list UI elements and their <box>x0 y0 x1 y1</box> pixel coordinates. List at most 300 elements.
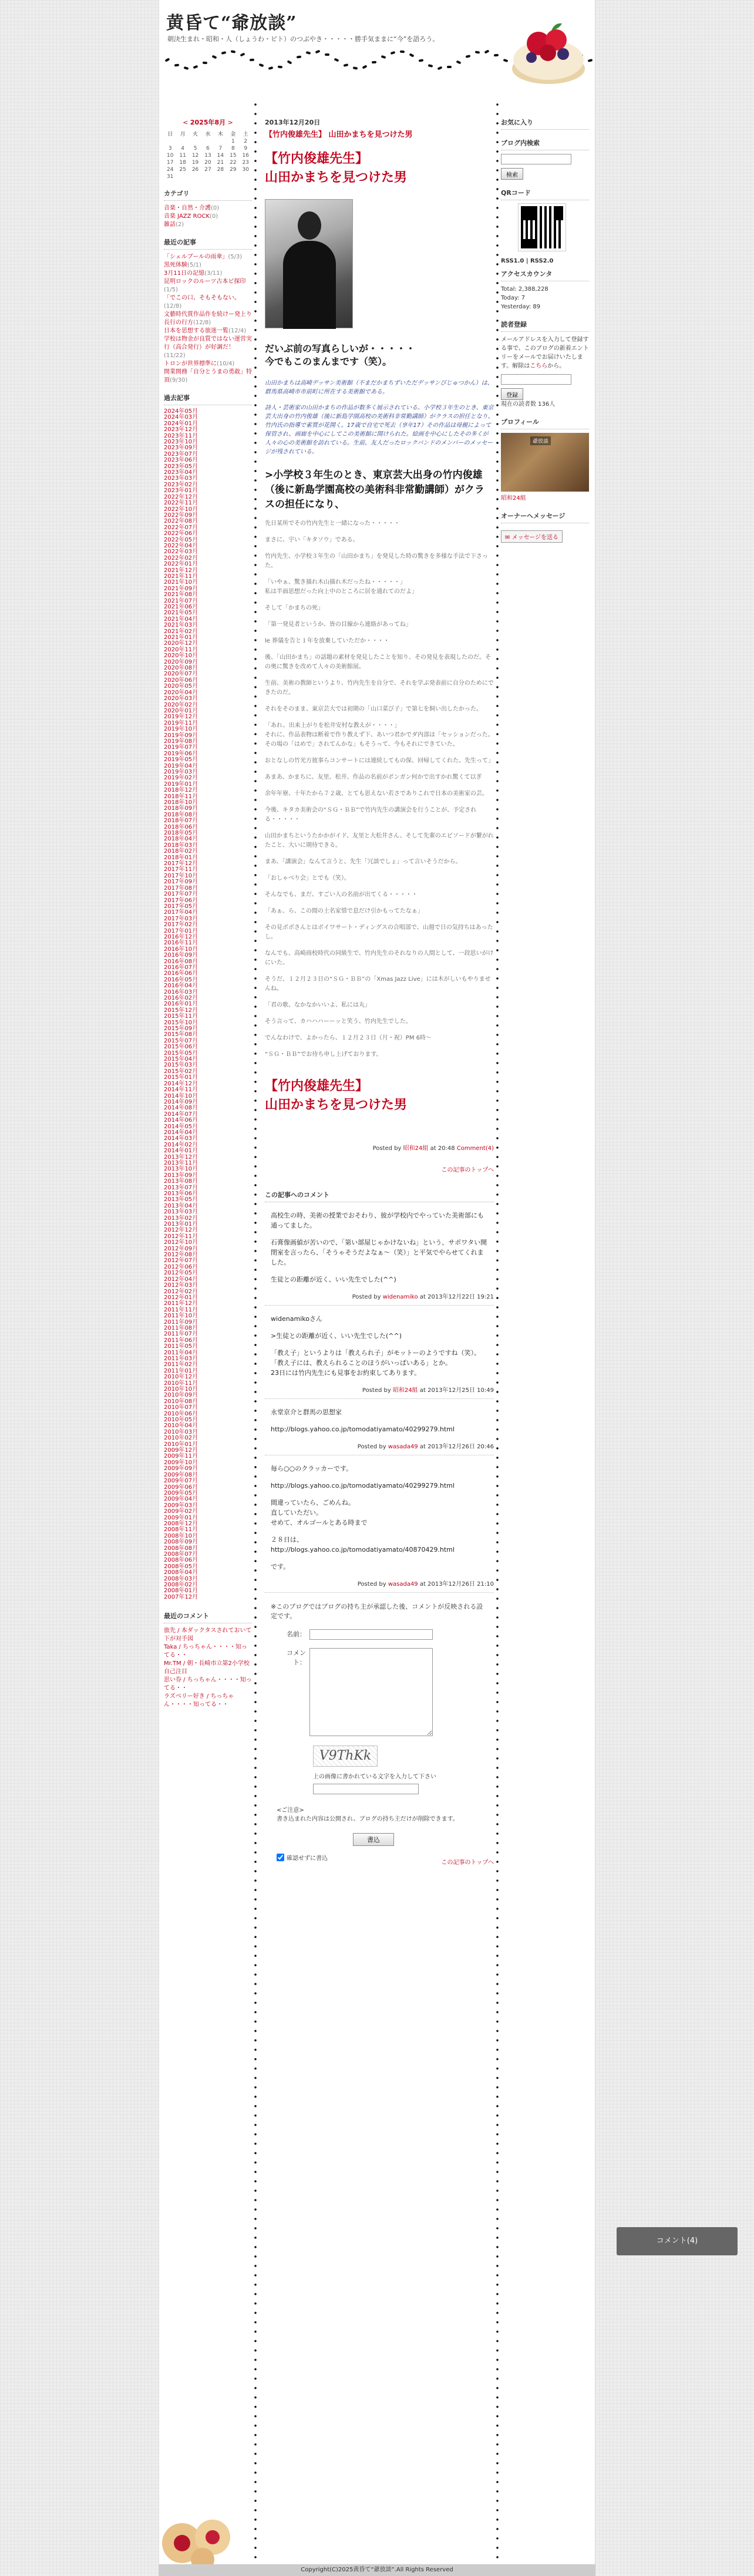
archive-link[interactable]: 2018年10月 <box>164 799 198 806</box>
comment-body <box>265 1210 494 1284</box>
archive-link[interactable]: 2023年02月 <box>164 481 198 488</box>
reader-register-button[interactable]: 登録 <box>501 388 523 400</box>
archive-link[interactable]: 2016年12月 <box>164 933 198 940</box>
ant-decoration <box>428 64 433 68</box>
name-input[interactable] <box>309 1629 433 1640</box>
archive-link[interactable]: 2022年07月 <box>164 524 198 531</box>
archive-link[interactable]: 2023年05月 <box>164 463 198 470</box>
archive-link[interactable]: 2011年07月 <box>164 1331 198 1338</box>
comment-posted-by-label: Posted by <box>362 1387 391 1394</box>
recent-entry-link[interactable]: トロンが世界標準に <box>164 361 217 367</box>
archive-link[interactable]: 2010年06月 <box>164 1410 198 1417</box>
calendar-day[interactable]: 4 <box>181 146 184 152</box>
comment-author-link[interactable]: wasada49 <box>388 1444 418 1450</box>
recent-entry-date: (10/4) <box>217 361 235 367</box>
recent-entry-item <box>164 270 252 278</box>
archive-link[interactable]: 2023年09月 <box>164 445 198 452</box>
calendar-day[interactable]: 16 <box>242 153 249 159</box>
archive-link[interactable]: 2022年11月 <box>164 500 198 507</box>
archive-link[interactable]: 2008年01月 <box>164 1588 198 1595</box>
archive-link[interactable]: 2012年01月 <box>164 1294 198 1301</box>
archive-link[interactable]: 2019年01月 <box>164 781 198 788</box>
archive-link[interactable]: 2017年05月 <box>164 903 198 910</box>
archive-link[interactable]: 2017年08月 <box>164 885 198 892</box>
archive-link[interactable]: 2019年05月 <box>164 756 198 764</box>
archive-link[interactable]: 2022年01月 <box>164 561 198 568</box>
calendar-day[interactable]: 28 <box>217 167 224 173</box>
archive-link[interactable]: 2016年02月 <box>164 995 198 1001</box>
category-link[interactable]: 音楽・自然・介護 <box>164 205 211 211</box>
archive-link[interactable]: 2011年12月 <box>164 1300 198 1307</box>
recent-entry-link[interactable]: 「でこの口、そもそもない。 <box>164 295 240 301</box>
archive-link[interactable]: 2014年01月 <box>164 1148 198 1155</box>
recent-entry-link[interactable]: 3月11日の記憶 <box>164 270 205 277</box>
archive-link[interactable]: 2010年03月 <box>164 1428 198 1435</box>
entry-body <box>265 519 494 1060</box>
archive-link[interactable]: 2017年10月 <box>164 872 198 879</box>
archive-link[interactable]: 2020年02月 <box>164 701 198 708</box>
archive-link[interactable]: 2016年10月 <box>164 946 198 953</box>
calendar-day[interactable]: 29 <box>230 167 237 173</box>
archive-link[interactable]: 2018年02月 <box>164 848 198 855</box>
archive-link[interactable]: 2019年06月 <box>164 750 198 757</box>
calendar-day[interactable]: 22 <box>230 160 237 166</box>
archive-link[interactable]: 2019年11月 <box>164 719 198 727</box>
archive-link[interactable]: 2016年01月 <box>164 1001 198 1008</box>
archive-link[interactable]: 2022年12月 <box>164 493 198 500</box>
archive-link[interactable]: 2013年07月 <box>164 1184 198 1191</box>
archive-link[interactable]: 2020年06月 <box>164 677 198 684</box>
category-link[interactable]: 雑話 <box>164 221 176 228</box>
archive-link[interactable]: 2015年11月 <box>164 1013 198 1020</box>
archive-link[interactable]: 2009年06月 <box>164 1484 198 1491</box>
site-title[interactable]: 黄昏て“爺放談” <box>166 13 297 33</box>
archive-link[interactable]: 2008年11月 <box>164 1526 198 1534</box>
archive-link[interactable]: 2019年09月 <box>164 732 198 739</box>
archive-link[interactable]: 2014年08月 <box>164 1105 198 1112</box>
archive-link[interactable]: 2010年09月 <box>164 1392 198 1399</box>
archive-link[interactable]: 2021年04月 <box>164 616 198 623</box>
comment-textarea[interactable] <box>309 1648 433 1736</box>
archive-link[interactable]: 2014年12月 <box>164 1080 198 1087</box>
archive-link[interactable]: 2014年09月 <box>164 1098 198 1105</box>
comment-author-link[interactable]: wasada49 <box>388 1581 418 1588</box>
archive-link[interactable]: 2023年04月 <box>164 469 198 476</box>
comment-time: at 2013年12月26日 20:46 <box>419 1444 494 1450</box>
archive-link[interactable]: 2023年03月 <box>164 475 198 482</box>
archive-link[interactable]: 2009年07月 <box>164 1478 198 1485</box>
archive-link[interactable]: 2019年10月 <box>164 726 198 733</box>
archive-link[interactable]: 2010年04月 <box>164 1422 198 1430</box>
recent-entry-item <box>164 261 252 270</box>
captcha-input[interactable] <box>313 1784 419 1794</box>
recent-entry-item <box>164 335 252 360</box>
archive-link[interactable]: 2007年12月 <box>164 1593 198 1600</box>
calendar-day[interactable]: 7 <box>218 146 223 152</box>
calendar-day[interactable]: 23 <box>242 160 249 166</box>
confirm-label: 確認せずに書込 <box>287 1855 328 1862</box>
archive-link[interactable]: 2021年12月 <box>164 567 198 574</box>
archive-link[interactable]: 2016年06月 <box>164 970 198 977</box>
archive-link[interactable]: 2018年12月 <box>164 787 198 794</box>
calendar-day[interactable]: 30 <box>242 167 249 173</box>
archive-link[interactable]: 2009年04月 <box>164 1496 198 1503</box>
entry-title-link[interactable]: 【竹内俊雄先生】 山田かまちを見つけた男 <box>265 130 413 139</box>
category-link[interactable]: 音楽 JAZZ ROCK <box>164 213 210 220</box>
calendar-day[interactable]: 21 <box>217 160 224 166</box>
archive-link[interactable]: 2008年04月 <box>164 1569 198 1576</box>
archive-link[interactable]: 2016年09月 <box>164 952 198 959</box>
archive-link[interactable]: 2012年03月 <box>164 1282 198 1289</box>
archive-link[interactable]: 2018年06月 <box>164 823 198 830</box>
archive-link[interactable]: 2022年02月 <box>164 554 198 561</box>
recent-comment-link[interactable]: ラズベリー好き / ちっちゃん・・・・知ってる・・ <box>164 1693 234 1709</box>
archive-link[interactable]: 2018年11月 <box>164 793 198 800</box>
archive-link[interactable]: 2011年11月 <box>164 1306 198 1313</box>
reader-email-input[interactable] <box>501 374 571 385</box>
confirm-checkbox[interactable] <box>277 1854 284 1861</box>
reader-unsubscribe-link[interactable]: こちら <box>530 363 548 369</box>
ant-decoration <box>325 53 329 56</box>
form-notice: <ご注意> 書き込まれた内容は公開され、ブログの持ち主だけが削除できます。 <box>277 1807 459 1822</box>
archive-link[interactable]: 2015年03月 <box>164 1062 198 1069</box>
recent-entry-link[interactable]: 学校は物金が良質ではない運営実行（高合発行）が好調だ！ <box>164 336 252 351</box>
archive-link[interactable]: 2024年05月 <box>164 408 198 415</box>
form-intro: ※このブログではブログの持ち主が承認した後、コメントが反映される設定です。 <box>271 1603 483 1620</box>
archive-link[interactable]: 2020年11月 <box>164 646 198 653</box>
archive-link[interactable]: 2017年01月 <box>164 927 198 934</box>
archive-link[interactable]: 2011年02月 <box>164 1361 198 1368</box>
archive-link[interactable]: 2008年08月 <box>164 1545 198 1552</box>
archive-link[interactable]: 2014年03月 <box>164 1135 198 1142</box>
archive-link[interactable]: 2021年11月 <box>164 573 198 580</box>
comment-paragraph: 高校生の時、美術の授業でおそわり、彼が学校内でやっていた美術部にも通ってました。 <box>271 1212 484 1229</box>
archive-link[interactable]: 2009年08月 <box>164 1471 198 1478</box>
archive-link[interactable]: 2016年11月 <box>164 940 198 947</box>
archive-link[interactable]: 2013年03月 <box>164 1209 198 1216</box>
archive-link[interactable]: 2012年07月 <box>164 1257 198 1265</box>
posted-by-label: Posted by <box>372 1145 402 1152</box>
archive-link[interactable]: 2009年02月 <box>164 1508 198 1515</box>
archive-link[interactable]: 2011年08月 <box>164 1324 198 1331</box>
calendar-day[interactable]: 17 <box>166 160 174 166</box>
archive-link[interactable]: 2021年07月 <box>164 597 198 604</box>
calendar-day[interactable]: 31 <box>166 174 174 180</box>
calendar-day[interactable]: 10 <box>166 153 174 159</box>
archive-link[interactable]: 2023年06月 <box>164 457 198 464</box>
entry-time: at 20:48 <box>430 1145 455 1152</box>
archive-link[interactable]: 2021年02月 <box>164 628 198 635</box>
archive-link[interactable]: 2023年11月 <box>164 432 198 439</box>
archive-link[interactable]: 2017年07月 <box>164 891 198 898</box>
archive-link[interactable]: 2014年05月 <box>164 1123 198 1130</box>
archive-link[interactable]: 2021年03月 <box>164 622 198 629</box>
archive-link[interactable]: 2009年12月 <box>164 1447 198 1454</box>
archive-link[interactable]: 2010年08月 <box>164 1398 198 1405</box>
archive-link[interactable]: 2008年05月 <box>164 1563 198 1570</box>
archive-link[interactable]: 2016年05月 <box>164 976 198 983</box>
archive-link[interactable]: 2017年02月 <box>164 922 198 929</box>
calendar-next-link[interactable]: > <box>227 119 233 126</box>
ant-decoration <box>344 64 349 68</box>
calendar-day[interactable]: 15 <box>230 153 237 159</box>
recent-entry-link[interactable]: 文藝時代賞作品作を続けー発上り長行の行方 <box>164 311 252 326</box>
archive-link[interactable]: 2020年09月 <box>164 658 198 665</box>
archive-link[interactable]: 2009年11月 <box>164 1453 198 1460</box>
archive-link[interactable]: 2016年04月 <box>164 983 198 990</box>
archive-link[interactable]: 2020年03月 <box>164 695 198 702</box>
archive-link[interactable]: 2010年05月 <box>164 1417 198 1424</box>
archive-link[interactable]: 2020年07月 <box>164 671 198 678</box>
archive-link[interactable]: 2017年06月 <box>164 897 198 904</box>
comment-author-link[interactable]: widenamiko <box>382 1294 418 1300</box>
calendar-prev-link[interactable]: < <box>183 119 188 126</box>
calendar-day[interactable]: 19 <box>191 160 199 166</box>
rss-links[interactable]: RSS1.0 | RSS2.0 <box>501 258 554 264</box>
name-label: 名前： <box>287 1630 306 1638</box>
archive-link[interactable]: 2011年01月 <box>164 1367 198 1374</box>
archive-link[interactable]: 2018年09月 <box>164 805 198 812</box>
send-message-button[interactable] <box>501 530 563 543</box>
entry-author-link[interactable]: 昭和24組 <box>403 1145 429 1152</box>
archive-link[interactable]: 2022年03月 <box>164 549 198 556</box>
archive-link[interactable]: 2015年01月 <box>164 1074 198 1081</box>
archive-link[interactable]: 2013年08月 <box>164 1178 198 1185</box>
archive-link[interactable]: 2019年07月 <box>164 744 198 751</box>
calendar-day[interactable]: 18 <box>179 160 186 166</box>
archive-link[interactable]: 2011年09月 <box>164 1319 198 1326</box>
archive-link[interactable]: 2009年10月 <box>164 1459 198 1466</box>
archive-link[interactable]: 2013年02月 <box>164 1215 198 1222</box>
archive-link[interactable]: 2021年08月 <box>164 591 198 598</box>
entry-paragraph: でんなわけで、よかったら、１２月２３日（月・祝）PM 6時～ <box>265 1035 432 1041</box>
archive-link[interactable]: 2019年12月 <box>164 714 198 721</box>
archive-link[interactable]: 2009年01月 <box>164 1514 198 1521</box>
archive-link[interactable]: 2010年02月 <box>164 1435 198 1442</box>
archive-link[interactable]: 2010年11月 <box>164 1380 198 1387</box>
archive-link[interactable]: 2017年12月 <box>164 860 198 867</box>
archive-link[interactable]: 2022年06月 <box>164 530 198 537</box>
archive-link[interactable]: 2010年12月 <box>164 1374 198 1381</box>
archive-link[interactable]: 2010年10月 <box>164 1386 198 1393</box>
archive-link[interactable]: 2012年05月 <box>164 1270 198 1277</box>
ant-decoration <box>400 51 405 53</box>
archive-link[interactable]: 2023年12月 <box>164 426 198 433</box>
archive-link[interactable]: 2009年05月 <box>164 1489 198 1496</box>
archive-link[interactable]: 2022年05月 <box>164 536 198 543</box>
archive-link[interactable]: 2018年08月 <box>164 811 198 818</box>
archive-link[interactable]: 2017年09月 <box>164 879 198 886</box>
submit-button[interactable]: 書込 <box>353 1833 394 1846</box>
archive-link[interactable]: 2008年07月 <box>164 1551 198 1558</box>
archive-link[interactable]: 2015年09月 <box>164 1025 198 1033</box>
archive-link[interactable]: 2020年12月 <box>164 640 198 647</box>
profile-image[interactable] <box>501 433 589 492</box>
archive-link[interactable]: 2015年08月 <box>164 1031 198 1038</box>
calendar-day[interactable]: 8 <box>231 146 235 152</box>
archive-link[interactable]: 2024年03月 <box>164 414 198 421</box>
archive-link[interactable]: 2018年07月 <box>164 818 198 825</box>
archive-link[interactable]: 2014年10月 <box>164 1092 198 1099</box>
entry-paragraph: 「おしゃべり会」とでも（笑）。 <box>265 875 350 882</box>
archive-link[interactable]: 2013年09月 <box>164 1172 198 1179</box>
archive-link[interactable]: 2015年07月 <box>164 1037 198 1044</box>
calendar-day[interactable]: 12 <box>191 153 199 159</box>
calendar-day[interactable]: 25 <box>179 167 186 173</box>
archive-link[interactable]: 2013年05月 <box>164 1196 198 1203</box>
archive-link[interactable]: 2013年04月 <box>164 1202 198 1209</box>
recent-comment-link[interactable]: Taka / ちっちゃん・・・・知ってる・・ <box>164 1644 248 1659</box>
recent-comment-link[interactable]: 思い券 / ちっちゃん・・・・知ってる・・ <box>164 1677 252 1692</box>
calendar-day[interactable]: 3 <box>168 146 172 152</box>
archive-link[interactable]: 2015年06月 <box>164 1044 198 1051</box>
calendar-day[interactable]: 11 <box>179 153 186 159</box>
archive-link[interactable]: 2016年07月 <box>164 964 198 971</box>
recent-entry-link[interactable]: 「シェルブールの雨傘」 <box>164 254 228 260</box>
archive-link[interactable]: 2014年07月 <box>164 1111 198 1118</box>
archive-link[interactable]: 2012年10月 <box>164 1239 198 1246</box>
page-top-link-2[interactable]: この記事のトップへ <box>441 1859 494 1866</box>
archive-link[interactable]: 2015年10月 <box>164 1019 198 1026</box>
archive-link[interactable]: 2008年09月 <box>164 1539 198 1546</box>
archive-link[interactable]: 2012年09月 <box>164 1245 198 1252</box>
archive-link[interactable]: 2013年10月 <box>164 1166 198 1173</box>
page-top-link[interactable]: この記事のトップへ <box>441 1167 494 1173</box>
reader-text: メールアドレスを入力して登録する事で、このブログの新着エントリーをメールでお届けいたします。解除は <box>501 337 589 369</box>
archive-link[interactable]: 2022年09月 <box>164 512 198 519</box>
archive-link[interactable]: 2012年08月 <box>164 1252 198 1259</box>
calendar-day[interactable]: 14 <box>217 153 224 159</box>
archive-link[interactable]: 2008年06月 <box>164 1557 198 1564</box>
archive-link[interactable]: 2013年12月 <box>164 1154 198 1161</box>
calendar-day[interactable]: 27 <box>204 167 211 173</box>
archive-link[interactable]: 2013年01月 <box>164 1221 198 1228</box>
archive-link[interactable]: 2017年03月 <box>164 915 198 922</box>
archive-link[interactable]: 2012年04月 <box>164 1276 198 1283</box>
archive-link[interactable]: 2011年10月 <box>164 1313 198 1320</box>
ant-decoration <box>466 55 471 59</box>
archive-link[interactable]: 2011年05月 <box>164 1343 198 1350</box>
archive-link[interactable]: 2023年07月 <box>164 450 198 458</box>
archive-link[interactable]: 2014年02月 <box>164 1141 198 1148</box>
calendar-day[interactable]: 24 <box>166 167 174 173</box>
recent-comment-link[interactable]: 旅先 / 本ダックタスされておいて下が対手図 <box>164 1627 252 1643</box>
comment-author-link[interactable]: 昭和24組 <box>392 1387 418 1394</box>
archive-link[interactable]: 2016年08月 <box>164 958 198 965</box>
calendar-day[interactable]: 26 <box>191 167 199 173</box>
recent-entry-link[interactable]: 開業開務「自分とうまの勇敢」特頂 <box>164 369 252 384</box>
entry-comment-count-link[interactable]: Comment(4) <box>456 1145 494 1152</box>
archive-link[interactable]: 2016年03月 <box>164 988 198 996</box>
archive-link[interactable]: 2012年11月 <box>164 1233 198 1240</box>
category-count: (0) <box>210 213 218 220</box>
archive-link[interactable]: 2010年01月 <box>164 1441 198 1448</box>
archive-link[interactable]: 2014年11月 <box>164 1087 198 1094</box>
archive-link[interactable]: 2020年01月 <box>164 707 198 714</box>
archive-link[interactable]: 2018年04月 <box>164 836 198 843</box>
calendar-day[interactable]: 1 <box>231 139 235 144</box>
archive-link[interactable]: 2009年03月 <box>164 1502 198 1509</box>
archive-link[interactable]: 2012年06月 <box>164 1263 198 1270</box>
archive-link[interactable]: 2021年09月 <box>164 585 198 592</box>
archive-link[interactable]: 2017年11月 <box>164 866 198 873</box>
archive-link[interactable]: 2008年03月 <box>164 1575 198 1582</box>
favorites-heading: お気に入り <box>501 117 589 130</box>
archive-link[interactable]: 2017年04月 <box>164 909 198 916</box>
mail-icon: ✉ <box>505 534 510 541</box>
archive-link[interactable]: 2022年10月 <box>164 506 198 513</box>
archive-link[interactable]: 2013年06月 <box>164 1191 198 1197</box>
archive-link[interactable]: 2023年01月 <box>164 487 198 495</box>
archive-link[interactable]: 2008年10月 <box>164 1532 198 1539</box>
archive-link[interactable]: 2021年10月 <box>164 579 198 586</box>
recent-entry-link[interactable]: 日本を思想する旅迷一覧 <box>164 328 228 334</box>
archive-link[interactable]: 2018年01月 <box>164 854 198 861</box>
archive-link[interactable]: 2022年08月 <box>164 518 198 525</box>
calendar-day[interactable]: 6 <box>206 146 210 152</box>
floating-comment-button[interactable]: コメント(4) <box>617 2227 738 2255</box>
archive-link[interactable]: 2019年03月 <box>164 768 198 775</box>
archive-link[interactable]: 2018年03月 <box>164 842 198 849</box>
archive-link[interactable]: 2019年08月 <box>164 738 198 745</box>
archive-link[interactable]: 2009年09月 <box>164 1465 198 1472</box>
archive-link[interactable]: 2020年05月 <box>164 683 198 690</box>
archive-link[interactable]: 2014年04月 <box>164 1129 198 1136</box>
archive-link[interactable]: 2012年12月 <box>164 1227 198 1234</box>
calendar-day[interactable]: 13 <box>204 153 211 159</box>
archive-link[interactable]: 2020年04月 <box>164 689 198 696</box>
calendar-day[interactable]: 2 <box>244 139 248 144</box>
archive-link[interactable]: 2024年01月 <box>164 420 198 427</box>
calendar-day[interactable]: 20 <box>204 160 211 166</box>
archive-link[interactable]: 2008年12月 <box>164 1520 198 1527</box>
profile-name-link[interactable]: 昭和24組 <box>501 495 526 502</box>
right-sidebar <box>501 117 589 543</box>
archive-link[interactable]: 2012年02月 <box>164 1288 198 1295</box>
calendar-day[interactable]: 5 <box>193 146 197 152</box>
archive-link[interactable]: 2022年04月 <box>164 542 198 549</box>
archive-link[interactable]: 2010年07月 <box>164 1404 198 1411</box>
archive-link[interactable]: 2014年06月 <box>164 1117 198 1124</box>
archive-link[interactable]: 2021年05月 <box>164 610 198 617</box>
archive-link[interactable]: 2021年01月 <box>164 634 198 641</box>
archive-link[interactable]: 2020年08月 <box>164 665 198 672</box>
blog-search-input[interactable] <box>501 154 571 164</box>
archive-link[interactable]: 2011年03月 <box>164 1355 198 1362</box>
calendar-day[interactable]: 9 <box>244 146 248 152</box>
archive-link[interactable]: 2008年02月 <box>164 1582 198 1588</box>
archive-link[interactable]: 2020年10月 <box>164 653 198 660</box>
recent-entry-date: (5/3) <box>228 254 243 260</box>
archive-link[interactable]: 2015年04月 <box>164 1056 198 1063</box>
archive-link[interactable]: 2015年12月 <box>164 1007 198 1014</box>
blog-search-button[interactable]: 検索 <box>501 168 523 180</box>
archive-link[interactable]: 2018年05月 <box>164 830 198 837</box>
recent-entry-link[interactable]: 黒死体験 <box>164 262 187 268</box>
archive-link[interactable]: 2011年04月 <box>164 1349 198 1356</box>
archive-link[interactable]: 2021年06月 <box>164 604 198 610</box>
archive-link[interactable]: 2013年11月 <box>164 1159 198 1166</box>
recent-entry-link[interactable]: 昆明ロックのルーツ古本ビ探印 <box>164 278 246 285</box>
profile-name-row <box>501 494 589 503</box>
archive-link[interactable]: 2015年05月 <box>164 1050 198 1057</box>
archive-link[interactable]: 2019年02月 <box>164 775 198 782</box>
archive-link[interactable]: 2015年02月 <box>164 1068 198 1075</box>
recent-comment-link[interactable]: Mr.TM / 朝・長崎市立第2小学校自己注目 <box>164 1660 250 1676</box>
archive-link[interactable]: 2019年04月 <box>164 762 198 769</box>
archive-link[interactable]: 2011年06月 <box>164 1337 198 1344</box>
archive-link[interactable]: 2023年10月 <box>164 439 198 446</box>
